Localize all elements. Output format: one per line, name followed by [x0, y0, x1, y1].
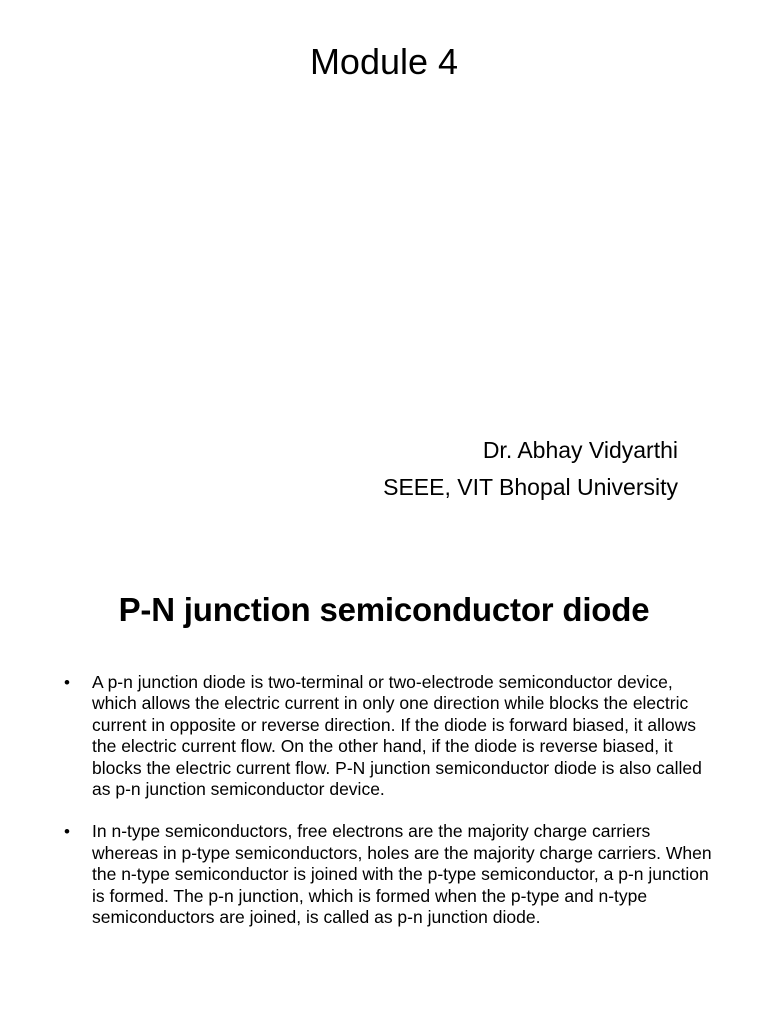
bullet-dot-icon: • [64, 673, 70, 692]
bullet-list [62, 672, 712, 949]
section-heading: P-N junction semiconductor diode [118, 591, 650, 628]
author-name: Dr. Abhay Vidyarthi [482, 437, 678, 463]
author-block [383, 432, 678, 506]
bullet-item [62, 821, 712, 928]
module-title: Module 4 [309, 41, 459, 82]
content-slide [0, 540, 768, 1024]
author-affiliation: SEEE, VIT Bhopal University [383, 474, 678, 500]
bullet-item [62, 672, 712, 800]
bullet-text: In n-type semiconductors, free electrons are the majority charge carriers whereas in p-type semiconductors, holes are the majority charge carriers. When the n-type semiconductor is joined with the p-type semiconductor, a p-n junction is formed. The p-n junction, which is formed when the p-type and n-type semiconductors are joined, is called as p-n junction diode. [92, 821, 712, 928]
bullet-dot-icon: • [64, 822, 70, 842]
bullet-text: A p-n junction diode is two-terminal or two-electrode semiconductor device, which allows the electric current in only one direction while blocks the electric current in opposite or reverse direction. If the diode is forward biased, it allows the electric current flow. On the other hand, if the diode is reverse biased, it blocks the electric current flow. P-N junction semiconductor diode is also called as p-n junction semiconductor device. [92, 672, 702, 800]
